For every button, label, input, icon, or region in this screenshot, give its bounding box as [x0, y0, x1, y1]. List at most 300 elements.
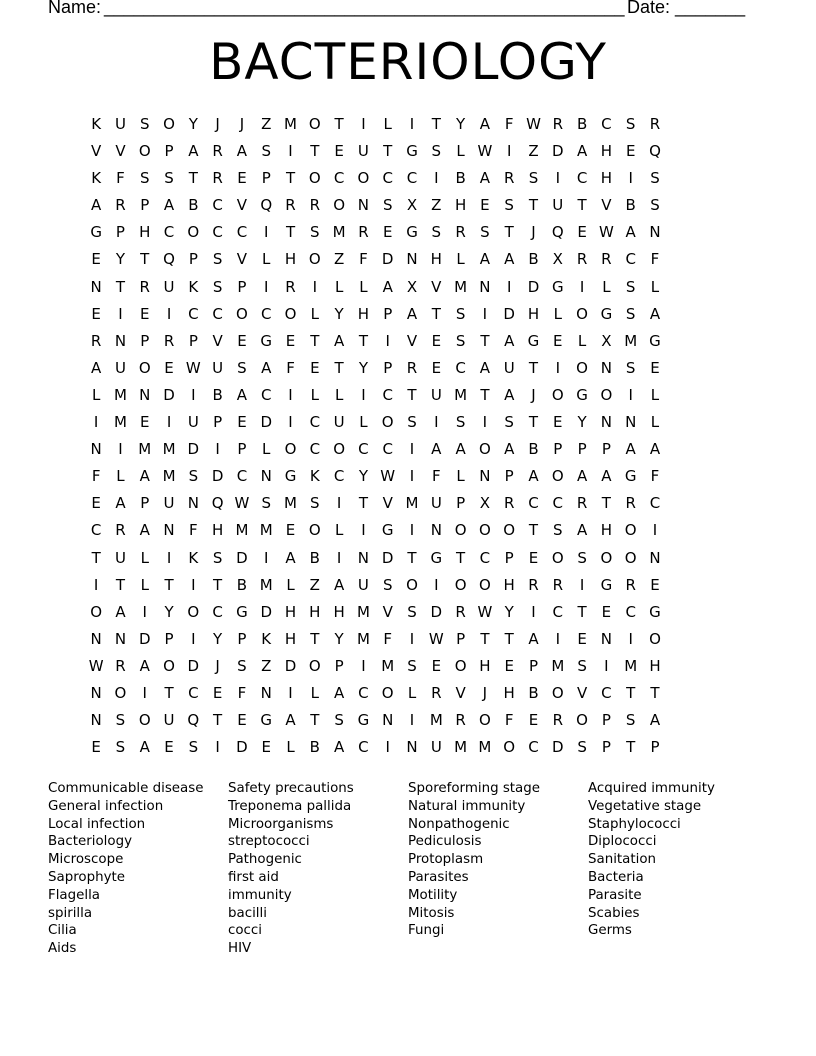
grid-letter: O: [381, 413, 394, 432]
grid-letter: S: [139, 169, 150, 188]
grid-letter: Z: [431, 196, 442, 215]
grid-letter: E: [480, 196, 490, 215]
grid-letter: K: [261, 629, 272, 648]
word-search-grid: [84, 113, 667, 763]
grid-letter: I: [628, 629, 633, 648]
grid-letter: P: [164, 142, 174, 161]
grid-letter: O: [308, 250, 321, 269]
grid-letter: M: [454, 738, 468, 757]
grid-letter: J: [482, 683, 488, 702]
grid-letter: A: [649, 304, 661, 323]
grid-letter: T: [213, 575, 223, 594]
grid-letter: N: [479, 277, 491, 296]
grid-letter: U: [212, 358, 224, 377]
grid-letter: X: [406, 277, 418, 296]
grid-letter: I: [166, 304, 172, 323]
grid-letter: R: [552, 115, 563, 133]
word-list-column: [588, 780, 768, 940]
grid-letter: H: [600, 142, 613, 161]
grid-letter: H: [309, 602, 321, 621]
grid-letter: P: [601, 711, 611, 730]
grid-letter: C: [212, 602, 223, 621]
grid-letter: E: [91, 304, 101, 323]
grid-letter: P: [140, 331, 150, 350]
grid-row: [84, 167, 667, 194]
grid-letter: C: [90, 521, 102, 540]
grid-letter: L: [310, 385, 319, 404]
grid-letter: I: [409, 440, 415, 459]
grid-letter: C: [260, 385, 272, 404]
grid-letter: U: [552, 196, 564, 215]
grid-letter: R: [601, 250, 612, 269]
word-list-item: General infection: [48, 798, 164, 814]
grid-letter: E: [237, 711, 247, 730]
grid-letter: U: [503, 358, 515, 377]
grid-letter: C: [601, 683, 612, 702]
grid-letter: F: [383, 629, 393, 648]
grid-letter: T: [480, 629, 490, 648]
grid-letter: R: [115, 656, 126, 675]
grid-letter: I: [555, 629, 560, 648]
grid-letter: Y: [334, 304, 344, 323]
grid-letter: C: [528, 738, 539, 757]
grid-row: [84, 628, 667, 655]
grid-letter: P: [334, 656, 344, 675]
grid-letter: P: [237, 277, 247, 296]
grid-letter: T: [285, 169, 296, 188]
grid-letter: W: [477, 142, 493, 161]
grid-letter: L: [602, 277, 611, 296]
grid-letter: U: [430, 494, 442, 513]
grid-letter: T: [577, 196, 587, 215]
grid-letter: M: [429, 711, 443, 730]
grid-letter: H: [503, 575, 515, 594]
grid-letter: J: [531, 223, 536, 242]
word-list-item: Pediculosis: [408, 834, 482, 850]
grid-letter: T: [285, 223, 296, 242]
grid-letter: M: [332, 223, 346, 242]
grid-letter: E: [601, 602, 612, 621]
grid-letter: O: [478, 440, 491, 459]
grid-letter: I: [579, 575, 585, 594]
grid-letter: R: [503, 169, 515, 188]
word-list-item: Vegetative stage: [588, 798, 702, 814]
grid-letter: A: [649, 440, 661, 459]
grid-letter: C: [188, 304, 199, 323]
grid-letter: P: [115, 223, 125, 242]
grid-letter: E: [212, 683, 223, 702]
grid-letter: B: [309, 738, 320, 757]
grid-letter: E: [431, 656, 442, 675]
word-list-column: [48, 780, 228, 958]
grid-letter: L: [262, 440, 271, 459]
grid-letter: S: [504, 196, 514, 215]
grid-letter: A: [115, 494, 126, 513]
grid-letter: U: [357, 142, 369, 161]
grid-letter: C: [406, 169, 418, 188]
grid-letter: I: [288, 683, 293, 702]
grid-letter: V: [236, 250, 248, 269]
grid-letter: M: [162, 467, 176, 486]
grid-letter: H: [600, 521, 613, 540]
grid-letter: Y: [334, 629, 344, 648]
grid-letter: A: [625, 440, 636, 459]
grid-letter: L: [286, 575, 295, 594]
grid-letter: C: [576, 169, 588, 188]
grid-letter: C: [358, 738, 369, 757]
grid-letter: G: [527, 331, 540, 350]
grid-letter: I: [579, 277, 585, 296]
grid-letter: C: [552, 602, 564, 621]
grid-letter: I: [288, 413, 293, 432]
grid-letter: G: [357, 711, 370, 730]
grid-letter: A: [431, 440, 442, 459]
grid-letter: A: [576, 521, 588, 540]
grid-letter: L: [359, 277, 368, 296]
word-list-item: Acquired immunity: [588, 781, 715, 796]
grid-letter: I: [628, 385, 633, 404]
grid-letter: I: [93, 413, 99, 432]
grid-letter: G: [406, 223, 418, 242]
grid-letter: I: [506, 277, 512, 296]
grid-letter: H: [527, 304, 540, 323]
grid-letter: P: [213, 413, 223, 432]
grid-letter: S: [553, 521, 563, 540]
word-list-item: Staphylococci: [588, 816, 681, 832]
grid-letter: O: [600, 548, 613, 567]
grid-letter: N: [406, 250, 418, 269]
grid-letter: G: [260, 331, 273, 350]
name-label: Name:: [48, 0, 102, 17]
grid-letter: W: [185, 358, 201, 377]
grid-letter: T: [310, 711, 320, 730]
grid-letter: S: [237, 656, 247, 675]
grid-letter: B: [188, 196, 199, 215]
grid-letter: O: [236, 304, 248, 323]
grid-letter: D: [381, 548, 394, 567]
grid-letter: P: [383, 304, 393, 323]
grid-letter: S: [382, 575, 393, 594]
grid-letter: B: [625, 196, 636, 215]
grid-letter: K: [309, 467, 320, 486]
grid-letter: P: [261, 169, 271, 188]
grid-letter: O: [649, 629, 661, 648]
grid-letter: N: [260, 683, 272, 702]
grid-letter: I: [434, 169, 439, 188]
grid-letter: M: [381, 656, 395, 675]
grid-letter: G: [381, 521, 394, 540]
grid-letter: L: [359, 413, 368, 432]
grid-letter: V: [455, 683, 466, 702]
grid-letter: W: [234, 494, 250, 513]
grid-letter: U: [163, 277, 175, 296]
word-list-item: Parasites: [408, 869, 469, 885]
grid-letter: S: [455, 304, 466, 323]
word-list-item: streptococci: [228, 834, 310, 850]
grid-letter: R: [455, 711, 466, 730]
grid-letter: M: [259, 575, 273, 594]
grid-letter: F: [650, 467, 660, 486]
grid-letter: I: [361, 521, 366, 540]
grid-letter: U: [114, 548, 126, 567]
grid-letter: I: [191, 385, 196, 404]
grid-letter: Y: [188, 115, 198, 133]
grid-letter: H: [454, 196, 467, 215]
grid-letter: A: [333, 738, 345, 757]
grid-letter: T: [358, 331, 368, 350]
grid-letter: N: [649, 548, 661, 567]
grid-letter: A: [576, 467, 588, 486]
grid-letter: N: [139, 385, 151, 404]
grid-letter: A: [139, 521, 150, 540]
grid-letter: M: [551, 656, 565, 675]
grid-letter: D: [430, 602, 443, 621]
grid-letter: S: [382, 196, 393, 215]
grid-letter: S: [188, 738, 199, 757]
grid-letter: V: [576, 683, 588, 702]
grid-letter: R: [552, 711, 563, 730]
grid-row: [84, 574, 667, 601]
word-list-item: Pathogenic: [228, 852, 302, 868]
grid-letter: A: [601, 467, 612, 486]
grid-letter: U: [114, 358, 126, 377]
grid-letter: M: [138, 440, 152, 459]
grid-letter: F: [237, 683, 247, 702]
grid-letter: V: [601, 196, 612, 215]
grid-letter: D: [260, 602, 272, 621]
grid-letter: R: [115, 521, 126, 540]
word-list-item: Sporeforming stage: [408, 781, 540, 796]
grid-letter: O: [308, 115, 321, 133]
grid-letter: M: [113, 385, 127, 404]
grid-letter: S: [528, 169, 539, 188]
grid-letter: I: [434, 575, 439, 594]
grid-letter: O: [308, 521, 321, 540]
grid-letter: G: [600, 304, 613, 323]
grid-row: [84, 492, 667, 519]
grid-letter: Q: [187, 711, 200, 730]
grid-letter: O: [381, 683, 394, 702]
grid-letter: V: [212, 331, 223, 350]
grid-letter: P: [456, 629, 466, 648]
grid-letter: M: [405, 494, 419, 513]
grid-letter: T: [528, 413, 539, 432]
grid-letter: R: [576, 494, 588, 513]
grid-letter: I: [652, 521, 658, 540]
grid-letter: E: [237, 413, 247, 432]
grid-row: [84, 438, 667, 465]
grid-row: [84, 221, 667, 248]
grid-letter: A: [236, 142, 248, 161]
grid-row: [84, 601, 667, 628]
grid-letter: P: [140, 196, 150, 215]
grid-letter: N: [90, 683, 102, 702]
grid-letter: E: [382, 223, 393, 242]
grid-letter: A: [163, 196, 175, 215]
grid-letter: L: [116, 467, 125, 486]
word-list-item: Microscope: [48, 852, 124, 868]
grid-letter: T: [383, 142, 393, 161]
grid-letter: I: [264, 223, 269, 242]
grid-letter: S: [431, 223, 442, 242]
grid-letter: F: [116, 169, 125, 188]
grid-letter: O: [478, 711, 491, 730]
grid-letter: S: [115, 711, 126, 730]
grid-letter: H: [333, 602, 345, 621]
grid-letter: C: [649, 494, 661, 513]
grid-letter: A: [333, 575, 345, 594]
grid-letter: B: [212, 385, 223, 404]
grid-letter: E: [91, 250, 101, 269]
grid-letter: V: [115, 142, 126, 161]
grid-letter: E: [650, 358, 660, 377]
grid-letter: N: [406, 738, 418, 757]
grid-letter: C: [358, 440, 369, 459]
word-list-item: Sanitation: [588, 852, 657, 868]
grid-letter: F: [189, 521, 198, 540]
grid-letter: A: [504, 250, 515, 269]
grid-letter: T: [188, 169, 198, 188]
word-list-item: Mitosis: [408, 905, 455, 921]
grid-letter: R: [212, 142, 223, 161]
grid-letter: N: [260, 467, 272, 486]
grid-letter: Y: [115, 250, 126, 269]
grid-letter: P: [504, 548, 514, 567]
grid-letter: E: [285, 521, 296, 540]
grid-letter: T: [601, 494, 611, 513]
grid-letter: U: [333, 413, 345, 432]
grid-letter: O: [333, 440, 346, 459]
word-list-item: Motility: [408, 887, 458, 903]
grid-letter: G: [624, 467, 637, 486]
grid-letter: N: [114, 331, 127, 350]
grid-letter: A: [455, 440, 466, 459]
grid-letter: H: [479, 656, 491, 675]
grid-letter: I: [288, 385, 293, 404]
word-list-item: Treponema pallida: [228, 798, 352, 814]
grid-letter: Y: [456, 115, 466, 133]
grid-letter: I: [215, 440, 220, 459]
grid-letter: N: [90, 629, 102, 648]
grid-letter: F: [431, 467, 441, 486]
grid-letter: A: [504, 331, 515, 350]
grid-letter: P: [383, 358, 393, 377]
grid-letter: A: [91, 358, 102, 377]
grid-letter: E: [237, 331, 247, 350]
word-list-item: Parasite: [588, 887, 642, 903]
grid-letter: T: [213, 711, 223, 730]
grid-letter: Q: [551, 223, 564, 242]
grid-letter: W: [380, 467, 396, 486]
grid-letter: G: [600, 575, 613, 594]
grid-letter: I: [166, 548, 172, 567]
grid-letter: A: [504, 385, 515, 404]
grid-letter: L: [286, 738, 295, 757]
grid-letter: O: [333, 196, 346, 215]
grid-letter: S: [310, 494, 320, 513]
grid-letter: A: [528, 467, 539, 486]
grid-letter: R: [528, 575, 539, 594]
grid-letter: T: [358, 494, 368, 513]
grid-letter: E: [310, 358, 320, 377]
grid-letter: O: [284, 440, 297, 459]
word-list-item: Natural immunity: [408, 798, 526, 814]
grid-letter: O: [308, 656, 321, 675]
word-list-item: immunity: [228, 887, 292, 903]
grid-letter: Y: [164, 602, 174, 621]
grid-letter: P: [553, 440, 563, 459]
word-list-item: bacilli: [228, 905, 267, 921]
grid-letter: L: [650, 413, 660, 432]
grid-letter: I: [336, 548, 342, 567]
grid-letter: O: [454, 656, 467, 675]
date-field: [627, 0, 745, 18]
grid-letter: O: [454, 575, 467, 594]
grid-letter: R: [406, 358, 418, 377]
grid-letter: I: [191, 575, 196, 594]
grid-letter: P: [164, 629, 174, 648]
grid-letter: I: [361, 656, 366, 675]
grid-letter: I: [142, 683, 147, 702]
grid-letter: R: [455, 602, 466, 621]
grid-letter: S: [407, 602, 417, 621]
word-list-item: Bacteriology: [48, 834, 132, 850]
grid-letter: G: [649, 602, 661, 621]
grid-letter: A: [528, 629, 539, 648]
grid-letter: O: [284, 304, 297, 323]
grid-letter: E: [164, 358, 174, 377]
grid-letter: S: [212, 250, 223, 269]
grid-letter: S: [625, 277, 636, 296]
grid-letter: R: [115, 196, 126, 215]
grid-letter: W: [477, 602, 493, 621]
word-list-item: Local infection: [48, 816, 146, 832]
grid-letter: T: [407, 548, 417, 567]
grid-letter: E: [237, 169, 247, 188]
grid-letter: A: [576, 142, 588, 161]
grid-letter: S: [212, 548, 223, 567]
grid-letter: T: [626, 683, 636, 702]
grid-letter: I: [215, 738, 220, 757]
grid-letter: H: [430, 250, 442, 269]
grid-letter: A: [236, 385, 248, 404]
grid-letter: S: [407, 656, 417, 675]
grid-letter: N: [479, 467, 491, 486]
grid-letter: Z: [261, 656, 272, 675]
date-field-line: _______: [675, 0, 746, 17]
grid-letter: N: [600, 413, 612, 432]
grid-letter: F: [91, 467, 101, 486]
grid-letter: O: [576, 358, 588, 377]
grid-letter: L: [334, 277, 344, 296]
grid-letter: C: [188, 683, 199, 702]
grid-letter: M: [478, 738, 492, 757]
grid-letter: A: [139, 656, 150, 675]
grid-letter: N: [357, 548, 370, 567]
grid-letter: V: [406, 331, 418, 350]
grid-letter: K: [188, 548, 199, 567]
grid-letter: E: [528, 548, 539, 567]
grid-row: [84, 276, 667, 303]
grid-letter: I: [264, 548, 269, 567]
word-list-item: Saprophyte: [48, 869, 126, 885]
grid-letter: T: [480, 331, 490, 350]
grid-letter: M: [454, 277, 468, 296]
grid-letter: R: [625, 494, 636, 513]
grid-letter: I: [166, 413, 172, 432]
grid-row: [84, 357, 667, 384]
grid-letter: S: [237, 358, 247, 377]
